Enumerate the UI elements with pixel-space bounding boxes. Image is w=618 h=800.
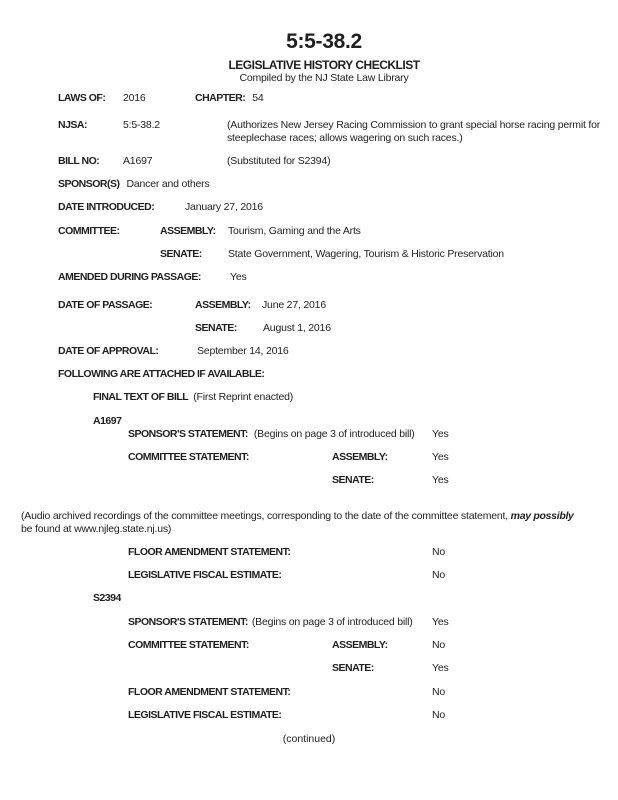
a1697-floor-value: No bbox=[432, 546, 446, 558]
passage-label: DATE OF PASSAGE: bbox=[58, 299, 153, 311]
final-text-label: FINAL TEXT OF BILL bbox=[93, 391, 189, 403]
s2394-floor-label: FLOOR AMENDMENT STATEMENT: bbox=[128, 686, 291, 698]
committee-label: COMMITTEE: bbox=[58, 225, 120, 237]
final-text-note: (First Reprint enacted) bbox=[193, 391, 294, 403]
s2394-sponsor-row bbox=[128, 616, 413, 629]
s2394-committee-label: COMMITTEE STATEMENT: bbox=[128, 639, 249, 651]
a1697-senate-label: SENATE: bbox=[332, 474, 374, 486]
s2394-senate-value: Yes bbox=[432, 662, 449, 674]
a1697-floor-label: FLOOR AMENDMENT STATEMENT: bbox=[128, 546, 291, 558]
s2394-assembly-label: ASSEMBLY: bbox=[332, 639, 388, 651]
amended-value: Yes bbox=[230, 271, 247, 283]
njsa-note-line2: steeplechase races; allows wagering on such races.) bbox=[227, 132, 463, 144]
laws-of-value: 2016 bbox=[123, 92, 146, 104]
final-text-row bbox=[93, 391, 293, 404]
bill-no-label: BILL NO: bbox=[58, 155, 100, 167]
approval-label: DATE OF APPROVAL: bbox=[58, 345, 159, 357]
committee-senate-value: State Government, Wagering, Tourism & Historic Preservation bbox=[228, 248, 504, 260]
laws-of-label: LAWS OF: bbox=[58, 92, 106, 104]
s2394-floor-value: No bbox=[432, 686, 446, 698]
a1697-fiscal-label: LEGISLATIVE FISCAL ESTIMATE: bbox=[128, 569, 282, 581]
a1697-fiscal-value: No bbox=[432, 569, 446, 581]
audio-note-line1 bbox=[21, 510, 574, 523]
a1697-sponsor-label: SPONSOR'S STATEMENT: bbox=[128, 428, 248, 440]
audio-note-emphasis: may possibly bbox=[510, 510, 574, 522]
audio-note-text: (Audio archived recordings of the committee meetings, corresponding to the date of the committee statement, bbox=[21, 510, 511, 522]
continued-marker: (continued) bbox=[282, 733, 336, 745]
page-subtitle: LEGISLATIVE HISTORY CHECKLIST bbox=[228, 58, 420, 72]
a1697-sponsor-note: (Begins on page 3 of introduced bill) bbox=[253, 428, 415, 440]
bill-no-note: (Substituted for S2394) bbox=[227, 155, 331, 167]
s2394-sponsor-label: SPONSOR'S STATEMENT: bbox=[128, 616, 248, 628]
passage-senate-label: SENATE: bbox=[195, 322, 237, 334]
a1697-assembly-label: ASSEMBLY: bbox=[332, 451, 388, 463]
page-title: 5:5-38.2 bbox=[286, 30, 362, 53]
s2394-bill-heading: S2394 bbox=[93, 592, 121, 604]
chapter-value: 54 bbox=[252, 92, 264, 104]
sponsors-label: SPONSOR(S) bbox=[58, 178, 120, 190]
sponsors-row bbox=[58, 178, 210, 191]
passage-assembly-label: ASSEMBLY: bbox=[195, 299, 251, 311]
chapter-label: CHAPTER: bbox=[195, 92, 246, 104]
s2394-assembly-value: No bbox=[432, 639, 446, 651]
njsa-label: NJSA: bbox=[58, 119, 88, 131]
approval-value: September 14, 2016 bbox=[197, 345, 289, 357]
a1697-senate-value: Yes bbox=[432, 474, 449, 486]
compiled-by-line: Compiled by the NJ State Law Library bbox=[239, 72, 409, 84]
njsa-value: 5:5-38.2 bbox=[123, 119, 160, 131]
s2394-sponsor-value: Yes bbox=[432, 616, 449, 628]
bill-no-value: A1697 bbox=[123, 155, 153, 167]
audio-note-line2: be found at www.njleg.state.nj.us) bbox=[21, 523, 172, 535]
s2394-fiscal-label: LEGISLATIVE FISCAL ESTIMATE: bbox=[128, 709, 282, 721]
s2394-senate-label: SENATE: bbox=[332, 662, 374, 674]
a1697-bill-heading: A1697 bbox=[93, 415, 122, 427]
passage-assembly-value: June 27, 2016 bbox=[262, 299, 326, 311]
committee-assembly-label: ASSEMBLY: bbox=[160, 225, 216, 237]
date-introduced-value: January 27, 2016 bbox=[185, 201, 263, 213]
a1697-sponsor-value: Yes bbox=[432, 428, 449, 440]
amended-label: AMENDED DURING PASSAGE: bbox=[58, 271, 201, 283]
a1697-sponsor-row bbox=[128, 428, 415, 441]
a1697-committee-label: COMMITTEE STATEMENT: bbox=[128, 451, 249, 463]
committee-senate-label: SENATE: bbox=[160, 248, 202, 260]
attachments-heading: FOLLOWING ARE ATTACHED IF AVAILABLE: bbox=[58, 368, 265, 380]
passage-senate-value: August 1, 2016 bbox=[263, 322, 331, 334]
date-introduced-label: DATE INTRODUCED: bbox=[58, 201, 155, 213]
s2394-sponsor-note: (Begins on page 3 of introduced bill) bbox=[251, 616, 413, 628]
chapter-row bbox=[195, 92, 264, 105]
njsa-note-line1: (Authorizes New Jersey Racing Commission to grant special horse racing permit for bbox=[227, 119, 601, 131]
a1697-assembly-value: Yes bbox=[432, 451, 449, 463]
s2394-fiscal-value: No bbox=[432, 709, 446, 721]
sponsors-value: Dancer and others bbox=[126, 178, 210, 190]
committee-assembly-value: Tourism, Gaming and the Arts bbox=[228, 225, 361, 237]
